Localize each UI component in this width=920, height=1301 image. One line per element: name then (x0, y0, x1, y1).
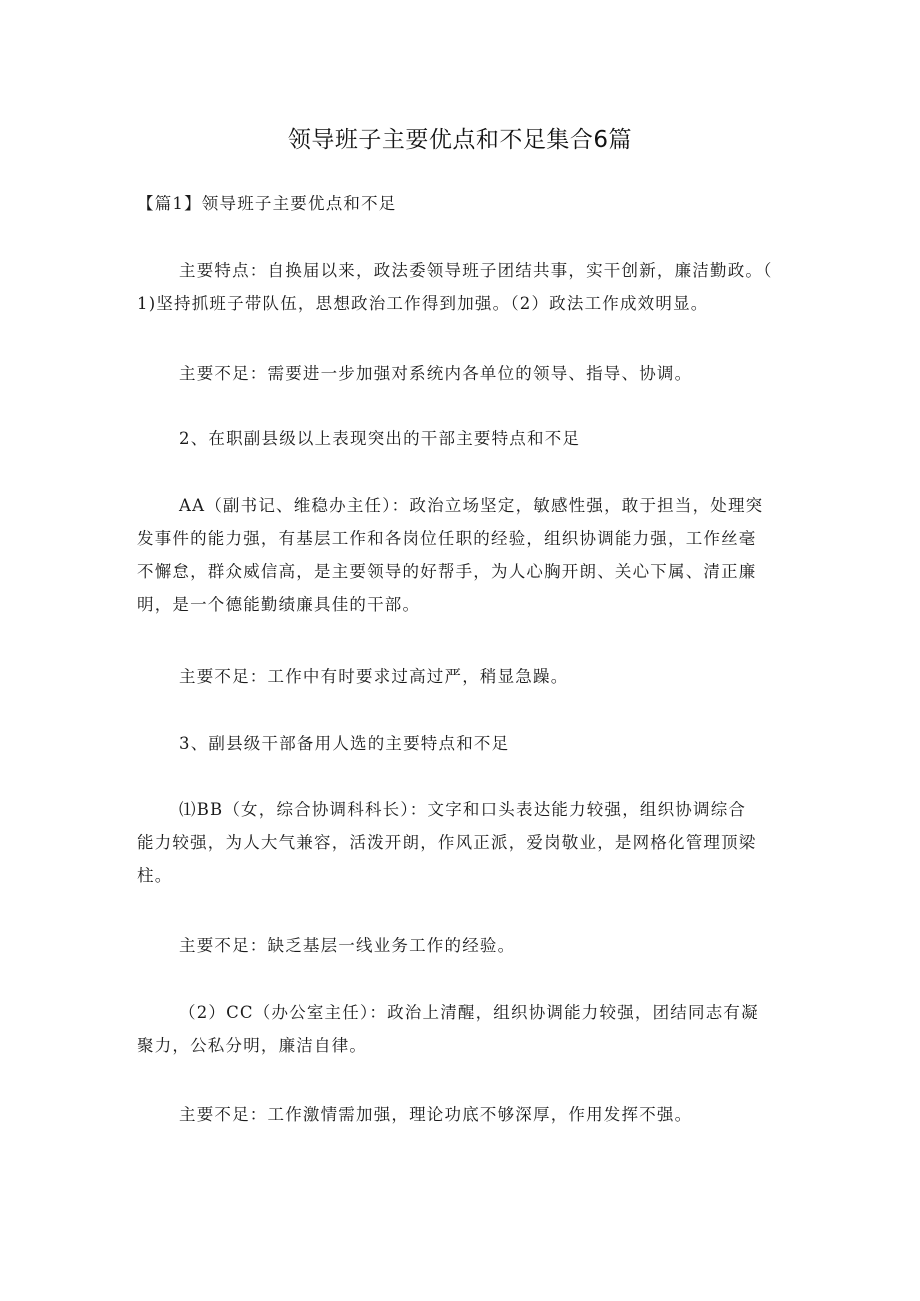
paragraph-line: 发事件的能力强，有基层工作和各岗位任职的经验，组织协调能力强，工作丝毫 (137, 529, 757, 548)
paragraph-line: ⑴BB（女，综合协调科科长）：文字和口头表达能力较强，组织协调综合 (179, 800, 747, 819)
paragraph-line: 主要不足：需要进一步加强对系统内各单位的领导、指导、协调。 (179, 364, 693, 383)
paragraph-team-strengths (137, 254, 787, 320)
paragraph-line: 1)坚持抓班子带队伍，思想政治工作得到加强。（2）政法工作成效明显。 (137, 294, 709, 313)
paragraph-line: 主要不足：工作激情需加强，理论功底不够深厚，作用发挥不强。 (179, 1105, 693, 1124)
paragraph-line: 能力较强，为人大气兼容，活泼开朗，作风正派，爱岗敬业，是网格化管理顶梁 (137, 833, 757, 852)
paragraph-heading-2 (137, 422, 787, 455)
paragraph-line: 2、在职副县级以上表现突出的干部主要特点和不足 (179, 429, 581, 448)
paragraph-line: 聚力，公私分明，廉洁自律。 (137, 1036, 368, 1055)
paragraph-line: （2）CC（办公室主任）：政治上清醒，组织协调能力较强，团结同志有凝 (179, 1003, 759, 1022)
paragraph-line: 不懈怠，群众威信高，是主要领导的好帮手，为人心胸开朗、关心下属、清正廉 (137, 562, 757, 581)
paragraph-team-weakness (137, 357, 787, 390)
paragraph-bb-profile (137, 793, 787, 892)
paragraph-heading-3 (137, 727, 787, 760)
paragraph-line: 明，是一个德能勤绩廉具佳的干部。 (137, 595, 421, 614)
paragraph-line: 柱。 (137, 866, 173, 885)
paragraph-cc-profile (137, 996, 787, 1062)
paragraph-line: 主要特点：自换届以来，政法委领导班子团结共事，实干创新，廉洁勤政。（ (179, 261, 773, 280)
paragraph-bb-weakness (137, 929, 787, 962)
paragraph-aa-weakness (137, 660, 787, 693)
paragraph-line: AA（副书记、维稳办主任）：政治立场坚定，敏感性强，敢于担当，处理突 (179, 496, 764, 515)
paragraph-line: 主要不足：缺乏基层一线业务工作的经验。 (179, 936, 516, 955)
paragraph-line: 3、副县级干部备用人选的主要特点和不足 (179, 734, 510, 753)
section-heading: 【篇1】领导班子主要优点和不足 (137, 194, 397, 213)
document-title: 领导班子主要优点和不足集合6篇 (287, 127, 633, 153)
paragraph-aa-profile (137, 489, 787, 621)
paragraph-line: 主要不足：工作中有时要求过高过严，稍显急躁。 (179, 667, 569, 686)
paragraph-cc-weakness (137, 1098, 787, 1131)
